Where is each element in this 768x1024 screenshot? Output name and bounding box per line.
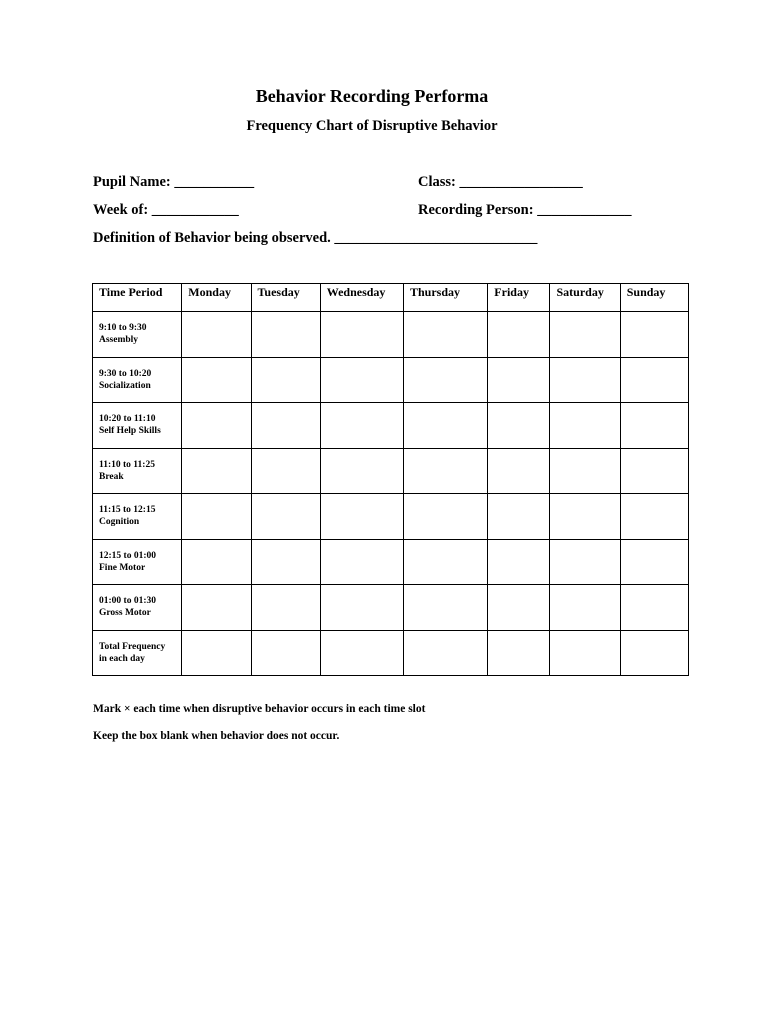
tally-cell [251,494,320,540]
table-row [93,494,689,540]
tally-cell [251,312,320,358]
time-range: 01:00 to 01:30 [99,596,156,606]
tally-cell [320,357,403,403]
tally-cell [488,403,550,449]
tally-cell [550,312,620,358]
time-period-cell [93,539,182,585]
table-row [93,585,689,631]
activity-label: Gross Motor [99,608,151,618]
tally-cell [251,357,320,403]
table-header-row [93,284,689,312]
frequency-table [92,283,689,676]
tally-cell [550,539,620,585]
activity-label: Cognition [99,517,140,527]
activity-label: Self Help Skills [99,426,161,436]
tally-cell [488,630,550,676]
tally-cell [182,403,251,449]
week-of-field: Week of: ____________ [93,202,239,218]
time-range: 11:15 to 12:15 [99,505,156,515]
tally-cell [550,585,620,631]
activity-label: Break [99,471,124,482]
time-range: 9:10 to 9:30 [99,323,147,333]
header-saturday: Saturday [550,284,620,312]
tally-cell [251,448,320,494]
tally-cell [182,357,251,403]
time-range: 12:15 to 01:00 [99,550,156,561]
tally-cell [404,630,488,676]
time-range: 11:10 to 11:25 [99,459,155,470]
tally-cell [404,403,488,449]
time-period-cell [93,312,182,358]
tally-cell [320,585,403,631]
activity-label: Assembly [99,335,139,345]
behavior-definition-field: Definition of Behavior being observed. ____________________________ [93,230,538,246]
tally-cell [550,494,620,540]
time-period-cell [93,403,182,449]
tally-cell [488,539,550,585]
time-period-cell [93,448,182,494]
tally-cell [550,403,620,449]
table-row [93,312,689,358]
tally-cell [404,539,488,585]
time-period-cell [93,357,182,403]
header-tuesday: Tuesday [251,284,320,312]
tally-cell [550,630,620,676]
tally-cell [488,312,550,358]
tally-cell [251,585,320,631]
time-period-cell [93,494,182,540]
tally-cell [320,312,403,358]
tally-cell [251,630,320,676]
header-thursday: Thursday [404,284,488,312]
tally-cell [320,630,403,676]
tally-cell [404,494,488,540]
table-row [93,357,689,403]
document-subtitle: Frequency Chart of Disruptive Behavior [246,118,498,134]
time-range: 10:20 to 11:10 [99,414,156,424]
header-wednesday: Wednesday [320,284,403,312]
total-label-line1: Total Frequency [99,641,166,652]
time-range: 9:30 to 10:20 [99,368,152,379]
pupil-name-field: Pupil Name: ___________ [93,174,255,190]
tally-cell [182,448,251,494]
time-period-cell [93,585,182,631]
table-row-total [93,630,689,676]
tally-cell [320,403,403,449]
tally-cell [620,312,688,358]
tally-cell [620,585,688,631]
instruction-blank: Keep the box blank when behavior does not occur. [93,730,340,742]
tally-cell [550,357,620,403]
table-row [93,539,689,585]
tally-cell [488,494,550,540]
tally-cell [320,448,403,494]
activity-label: Socialization [99,380,151,391]
tally-cell [620,403,688,449]
instruction-mark: Mark × each time when disruptive behavior occurs in each time slot [93,703,426,715]
header-monday: Monday [182,284,251,312]
tally-cell [620,630,688,676]
tally-cell [550,448,620,494]
tally-cell [404,312,488,358]
tally-cell [182,585,251,631]
total-label-line2: in each day [99,653,145,664]
table-row [93,403,689,449]
tally-cell [251,403,320,449]
tally-cell [488,585,550,631]
class-field: Class: _________________ [418,174,583,190]
tally-cell [404,357,488,403]
activity-label: Fine Motor [99,562,146,573]
header-time-period: Time Period [93,284,182,312]
tally-cell [488,448,550,494]
tally-cell [404,585,488,631]
tally-cell [620,539,688,585]
header-friday: Friday [488,284,550,312]
tally-cell [620,357,688,403]
header-sunday: Sunday [620,284,688,312]
total-frequency-cell [93,630,182,676]
tally-cell [620,494,688,540]
tally-cell [404,448,488,494]
tally-cell [488,357,550,403]
table-row [93,448,689,494]
tally-cell [182,630,251,676]
tally-cell [620,448,688,494]
tally-cell [251,539,320,585]
document-title: Behavior Recording Performa [255,86,489,106]
tally-cell [320,539,403,585]
tally-cell [320,494,403,540]
tally-cell [182,539,251,585]
tally-cell [182,494,251,540]
tally-cell [182,312,251,358]
recording-person-field: Recording Person: _____________ [418,202,632,218]
